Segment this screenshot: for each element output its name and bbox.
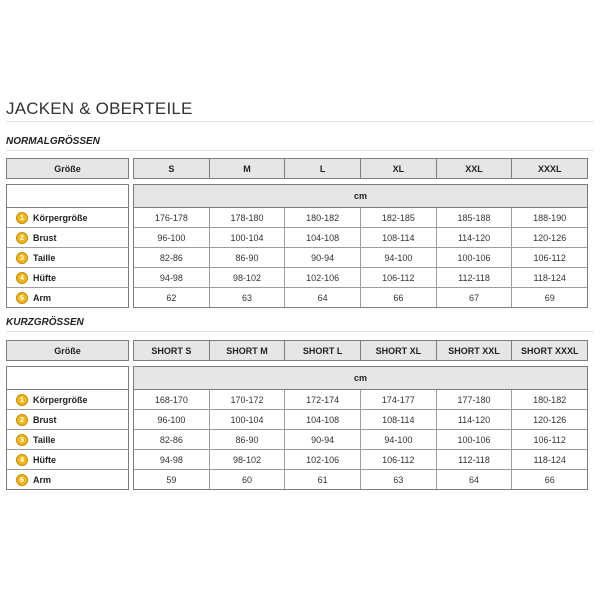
table-row	[134, 410, 587, 430]
table-cell: 98-102	[209, 268, 285, 287]
table-cell: 172-174	[284, 390, 360, 409]
table-cell: 82-86	[159, 434, 183, 445]
table-cell: 94-100	[360, 248, 436, 267]
title-divider	[6, 121, 594, 122]
number-badge-icon: 4	[16, 454, 28, 466]
measure-label: Hüfte	[33, 272, 56, 283]
table-row	[134, 288, 587, 307]
table-cell: 86-90	[209, 430, 285, 449]
table-cell: 112-118	[436, 268, 512, 287]
size-header-cell: L	[284, 159, 360, 178]
table-cell: 112-118	[436, 450, 512, 469]
table-cell: 177-180	[436, 390, 512, 409]
table-cell: 94-98	[159, 454, 183, 465]
table-cell: 185-188	[436, 208, 512, 227]
number-badge-icon: 6	[16, 474, 28, 486]
measure-row	[7, 228, 128, 248]
table-row	[134, 268, 587, 288]
measure-label: Körpergröße	[33, 394, 88, 405]
table-cell: 108-114	[360, 410, 436, 429]
measure-label: Taille	[33, 434, 56, 445]
blank-cell	[7, 185, 128, 208]
measure-row	[7, 390, 128, 410]
table-cell: 96-100	[157, 414, 186, 425]
measure-row	[7, 288, 128, 307]
size-header-cell: SHORT S	[151, 345, 192, 356]
table-cell: 118-124	[511, 450, 587, 469]
size-header-label: Größe	[6, 158, 129, 179]
table-cell: 94-98	[159, 272, 183, 283]
table-cell: 106-112	[511, 248, 587, 267]
size-header-label: Größe	[6, 340, 129, 361]
measure-row	[7, 450, 128, 470]
table-cell: 118-124	[511, 268, 587, 287]
size-header-cells	[133, 158, 588, 179]
size-header-cell: SHORT XXXL	[511, 341, 587, 360]
size-header-row	[0, 340, 600, 360]
blank-cell	[7, 367, 128, 390]
table-row	[134, 450, 587, 470]
measure-row	[7, 410, 128, 430]
table-cell: 102-106	[284, 450, 360, 469]
table-cell: 182-185	[360, 208, 436, 227]
table-row	[134, 228, 587, 248]
size-header-cells	[133, 340, 588, 361]
table-cell: 69	[511, 288, 587, 307]
table-cell: 108-114	[360, 228, 436, 247]
table-cell: 59	[166, 474, 177, 485]
table-row	[134, 430, 587, 450]
table-cell: 188-190	[511, 208, 587, 227]
table-cell: 66	[360, 288, 436, 307]
measure-label: Brust	[33, 232, 57, 243]
table-cell: 114-120	[436, 228, 512, 247]
unit-header: cm	[134, 367, 587, 390]
section-divider-normal	[6, 150, 594, 151]
table-row	[134, 208, 587, 228]
size-header-cell: SHORT L	[284, 341, 360, 360]
table-cell: 60	[209, 470, 285, 489]
measure-label: Hüfte	[33, 454, 56, 465]
table-cell: 63	[360, 470, 436, 489]
table-cell: 96-100	[157, 232, 186, 243]
measure-row	[7, 470, 128, 489]
measure-row	[7, 208, 128, 228]
table-row	[134, 390, 587, 410]
measure-label: Arm	[33, 292, 52, 303]
measure-row	[7, 268, 128, 288]
section-label-short: KURZGRÖSSEN	[6, 317, 84, 328]
table-cell: 62	[166, 292, 177, 303]
table-cell: 120-126	[511, 410, 587, 429]
table-cell: 94-100	[360, 430, 436, 449]
measure-label: Taille	[33, 252, 56, 263]
table-cell: 106-112	[360, 268, 436, 287]
section-divider-short	[6, 331, 594, 332]
size-header-cell: M	[209, 159, 285, 178]
size-header-row	[0, 158, 600, 178]
number-badge-icon: 2	[16, 414, 28, 426]
table-cell: 120-126	[511, 228, 587, 247]
measure-label: Brust	[33, 414, 57, 425]
measure-labels	[6, 184, 129, 308]
table-cell: 63	[209, 288, 285, 307]
table-row	[134, 248, 587, 268]
size-header-cell: SHORT XL	[360, 341, 436, 360]
table-cell: 106-112	[511, 430, 587, 449]
table-cell: 86-90	[209, 248, 285, 267]
table-cell: 64	[436, 470, 512, 489]
table-cell: 61	[284, 470, 360, 489]
size-header-cell: XXL	[436, 159, 512, 178]
table-cell: 98-102	[209, 450, 285, 469]
measure-values	[133, 366, 588, 490]
number-badge-icon: 3	[16, 252, 28, 264]
size-header-cell: XL	[360, 159, 436, 178]
number-badge-icon: 3	[16, 434, 28, 446]
size-header-cell: S	[168, 163, 175, 174]
table-cell: 174-177	[360, 390, 436, 409]
table-cell: 180-182	[284, 208, 360, 227]
table-cell: 114-120	[436, 410, 512, 429]
table-cell: 102-106	[284, 268, 360, 287]
page-title: JACKEN & OBERTEILE	[6, 99, 193, 118]
table-cell: 66	[511, 470, 587, 489]
table-cell: 176-178	[154, 212, 188, 223]
table-cell: 90-94	[284, 430, 360, 449]
size-header-cell: SHORT M	[209, 341, 285, 360]
table-cell: 100-106	[436, 430, 512, 449]
number-badge-icon: 1	[16, 212, 28, 224]
measure-label: Arm	[33, 474, 52, 485]
section-label-normal: NORMALGRÖSSEN	[6, 136, 100, 147]
table-cell: 104-108	[284, 228, 360, 247]
table-cell: 170-172	[209, 390, 285, 409]
table-row	[134, 470, 587, 489]
measure-row	[7, 430, 128, 450]
number-badge-icon: 1	[16, 394, 28, 406]
number-badge-icon: 6	[16, 292, 28, 304]
table-cell: 90-94	[284, 248, 360, 267]
table-cell: 178-180	[209, 208, 285, 227]
table-cell: 100-104	[209, 410, 285, 429]
table-cell: 67	[436, 288, 512, 307]
size-header-cell: XXXL	[511, 159, 587, 178]
table-cell: 180-182	[511, 390, 587, 409]
measure-labels	[6, 366, 129, 490]
table-cell: 168-170	[154, 394, 188, 405]
table-cell: 100-104	[209, 228, 285, 247]
measure-label: Körpergröße	[33, 212, 88, 223]
table-cell: 106-112	[360, 450, 436, 469]
measure-values	[133, 184, 588, 308]
number-badge-icon: 4	[16, 272, 28, 284]
number-badge-icon: 2	[16, 232, 28, 244]
table-cell: 82-86	[159, 252, 183, 263]
table-cell: 64	[284, 288, 360, 307]
table-cell: 104-108	[284, 410, 360, 429]
size-header-cell: SHORT XXL	[436, 341, 512, 360]
measure-row	[7, 248, 128, 268]
unit-header: cm	[134, 185, 587, 208]
table-cell: 100-106	[436, 248, 512, 267]
